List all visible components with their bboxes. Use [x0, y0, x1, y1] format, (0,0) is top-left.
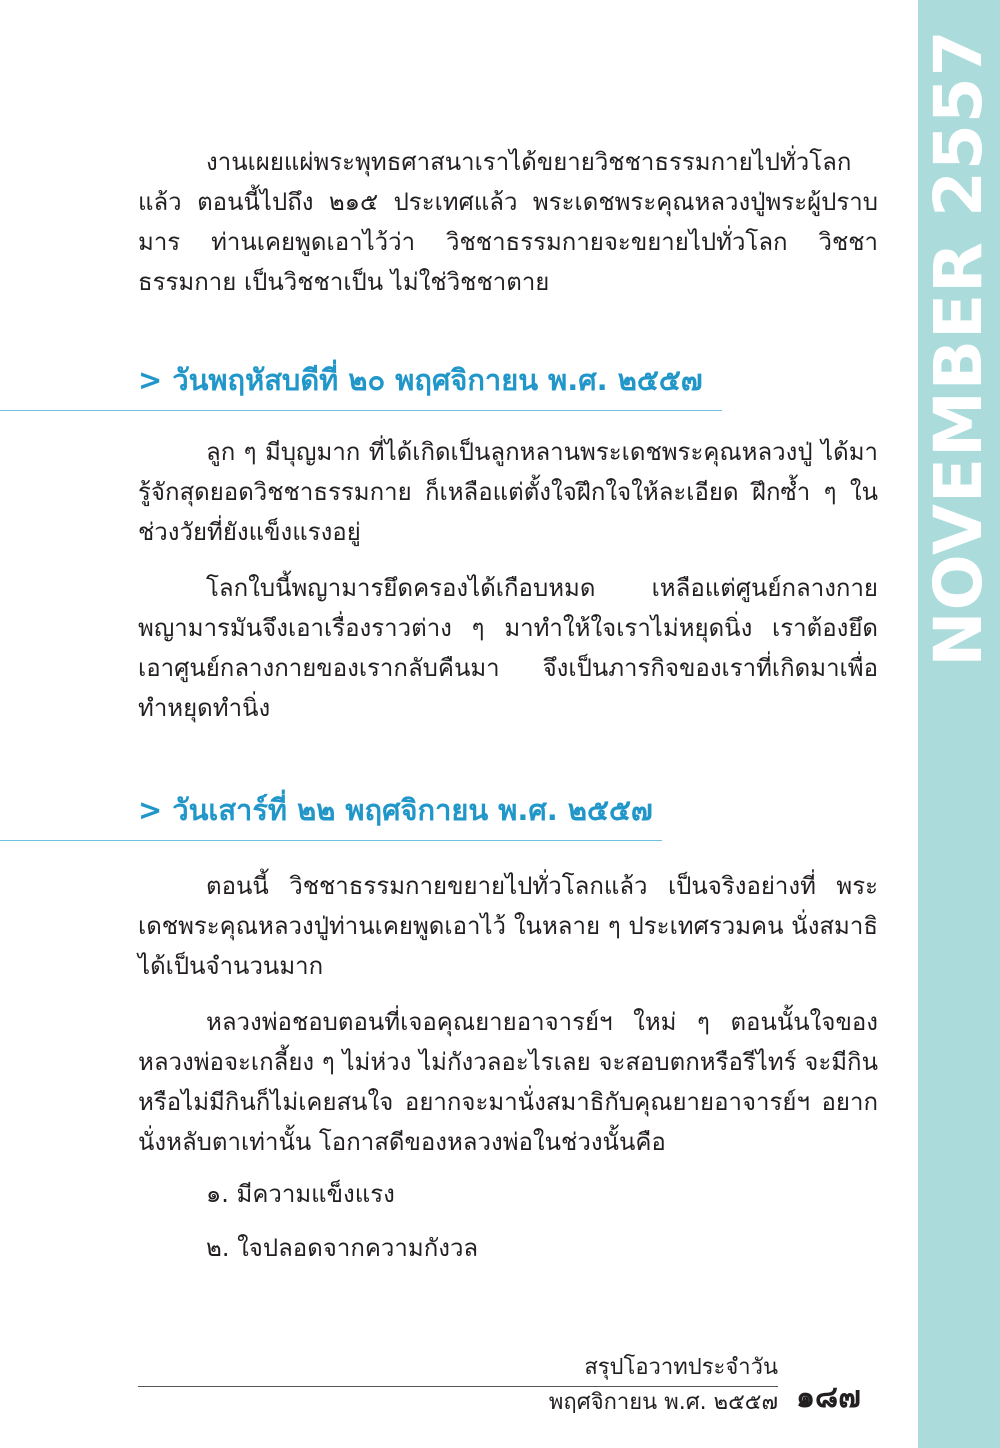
heading-arrow-icon: > [138, 363, 163, 397]
list-item: ๒. ใจปลอดจากความกังวล [206, 1234, 479, 1262]
section-heading-thursday [138, 360, 703, 400]
paragraph: หลวงพ่อชอบตอนที่เจอคุณยายอาจารย์ฯ ใหม่ ๆ ตอนนั้นใจของ หลวงพ่อจะเกลี้ยง ๆ ไม่ห่วง ไม่กังวลอะไรเลย จะสอบตกหรือรีไทร์ จะมีกินหรือไม่มีกินก็ไม่เคยสนใจ อยากจะมานั่งสมาธิกับคุณยายอาจารย์ฯ อยากนั่งหลับตาเท่านั้น โอกาสดีของหลวงพ่อในช่วงนั้นคือ [138, 1008, 878, 1156]
section-heading-saturday [138, 790, 653, 830]
list-item: ๑. มีความแข็งแรง [206, 1180, 395, 1208]
paragraph: ลูก ๆ มีบุญมาก ที่ได้เกิดเป็นลูกหลานพระเดชพระคุณหลวงปู่ ได้มารู้จักสุดยอดวิชชาธรรมกาย ก็เหลือแต่ตั้งใจฝึกใจให้ละเอียด ฝึกซ้ำ ๆ ในช่วงวัยที่ยังแข็งแรงอยู่ [138, 438, 878, 546]
intro-paragraph: งานเผยแผ่พระพุทธศาสนาเราได้ขยายวิชชาธรรมกายไปทั่วโลกแล้ว ตอนนี้ไปถึง ๒๑๕ ประเทศแล้ว พระเดชพระคุณหลวงปู่พระผู้ปราบมาร ท่านเคยพูดเอาไว้ว่า วิชชาธรรมกายจะขยายไปทั่วโลก วิชชาธรรมกาย เป็นวิชชาเป็น ไม่ใช่วิชชาตาย [138, 148, 878, 296]
footer-date: พฤศจิกายน พ.ศ. ๒๕๕๗ [548, 1390, 778, 1415]
footer-book-title: สรุปโอวาทประจำวัน [584, 1355, 778, 1380]
section-divider [0, 840, 662, 841]
page-number: ๑๘๗ [796, 1380, 861, 1415]
paragraph: โลกใบนี้พญามารยึดครองได้เกือบหมด เหลือแต่ศูนย์กลางกาย พญามารมันจึงเอาเรื่องราวต่าง ๆ มาทำให้ใจเราไม่หยุดนิ่ง เราต้องยึด เอาศูนย์กลางกายของเรากลับคืนมา จึงเป็นภารกิจของเราที่เกิดมาเพื่อ ทำหยุดทำนิ่ง [138, 574, 878, 722]
section-divider [0, 410, 722, 411]
heading-arrow-icon: > [138, 793, 163, 827]
footer-divider [138, 1386, 778, 1387]
side-month-label: NOVEMBER 2557 [920, 29, 997, 667]
section-heading-text: วันเสาร์ที่ ๒๒ พฤศจิกายน พ.ศ. ๒๕๕๗ [172, 793, 653, 827]
section-heading-text: วันพฤหัสบดีที่ ๒๐ พฤศจิกายน พ.ศ. ๒๕๕๗ [172, 363, 703, 397]
paragraph: ตอนนี้ วิชชาธรรมกายขยายไปทั่วโลกแล้ว เป็นจริงอย่างที่ พระเดชพระคุณหลวงปู่ท่านเคยพูดเอาไว้ ในหลาย ๆ ประเทศรวมคน นั่งสมาธิได้เป็นจำนวนมาก [138, 872, 878, 980]
